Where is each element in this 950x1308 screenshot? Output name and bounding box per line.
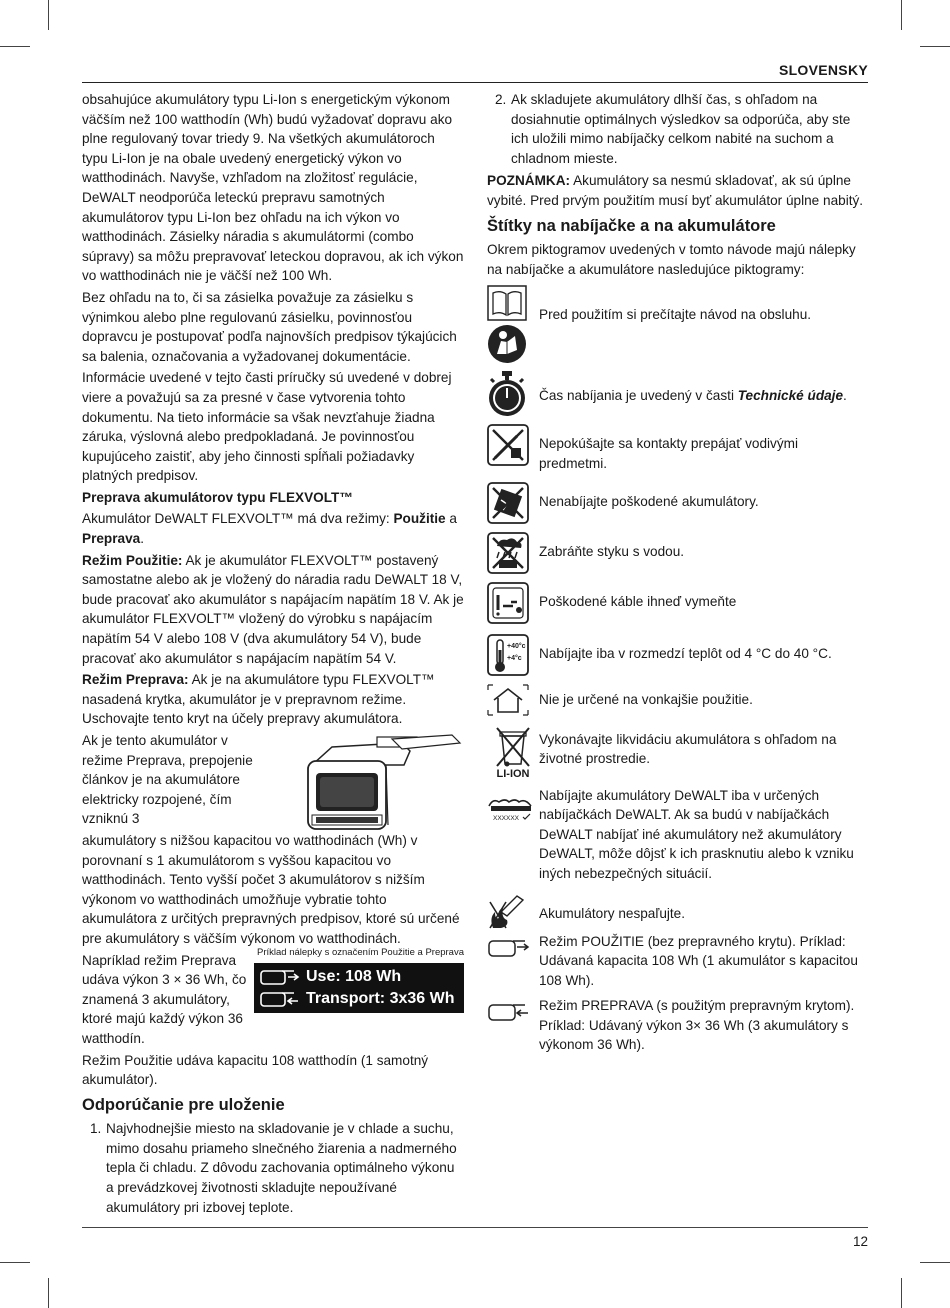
- picto-text: Vykonávajte likvidáciu akumulátora s ohľadom na životné prostredie.: [539, 731, 837, 767]
- charger-icon: [487, 796, 533, 822]
- stopwatch-icon: [487, 370, 527, 418]
- crop-mark: [0, 46, 30, 47]
- label-example: [254, 947, 464, 1013]
- picto-row: [487, 726, 869, 780]
- label-caption: Príklad nálepky s označením Použitie a Preprava: [257, 946, 464, 958]
- battery-section: [82, 731, 464, 829]
- picto-row: [487, 634, 869, 676]
- crop-mark: [920, 46, 950, 47]
- labels-heading: Štítky na nabíjačke a na akumulátore: [487, 216, 776, 235]
- no-fire-icon: [487, 892, 529, 930]
- use-mode-icon: [260, 968, 300, 986]
- storage-list-cont: [487, 90, 869, 168]
- picto-row: [487, 285, 869, 364]
- crop-mark: [48, 1278, 49, 1308]
- transport-mode-paragraph: Režim Preprava: Ak je na akumulátore typu FLEXVOLT™ nasadená krytka, akumulátor je v prepravnom režime. Uschovajte tento kryt na účely prepravy akumulátora.: [82, 672, 435, 727]
- picto-text: Režim PREPRAVA (s použitým prepravným krytom). Príklad: Udávaný výkon 3× 36 Wh (3 akumulátory s výkonom 36 Wh).: [539, 998, 855, 1053]
- recycle-bin-icon: [493, 726, 533, 768]
- transport-mode-icon: [487, 1000, 531, 1022]
- crop-mark: [0, 1262, 30, 1263]
- indoor-only-icon: [487, 684, 529, 716]
- paragraph: Bez ohľadu na to, či sa zásielka považuje za zásielku s výnimkou alebo plne regulovanú zásielku, povinnosťou dopravcu je postupovať podľa najnovších predpisov týkajúcich sa balenia, označovania a vyžadovanej dokumentácie.: [82, 289, 457, 364]
- battery-with-cap-image: [292, 725, 464, 835]
- label-use-text: Use: 108 Wh: [306, 967, 402, 985]
- list-item: 2. Ak skladujete akumulátory dlhší čas, s ohľadom na dosiahnutie optimálnych výsledkov sa odporúča, aby ste ich uložili mimo nabíjačky celkom nabité na suchom a chladnom mieste.: [495, 92, 851, 166]
- picto-row: [487, 892, 869, 930]
- use-mode-paragraph: Režim Použitie: Ak je akumulátor FLEXVOLT™ postavený samostatne alebo ak je vložený do náradia radu DeWALT 18 V, bude pracovať ako akumulátor s napájacím napätím 18 V. Ak je akumulátor FLEXVOLT™ vložený do výrobku s napájacím napätím 54 V alebo 108 V (dva akumulátory 54 V), bude pracovať ako akumulátor s napájacím napätím 54 V.: [82, 552, 464, 666]
- picto-text: Nabíjajte iba v rozmedzí teplôt od 4 °C do 40 °C.: [539, 645, 832, 661]
- use-mode-icon: [487, 936, 531, 958]
- svg-text:+4°c: +4°c: [507, 654, 522, 662]
- label-transport-row: [260, 988, 458, 1010]
- label-example-section: [82, 946, 464, 1049]
- paragraph: akumulátory s nižšou kapacitou vo watthodinách (Wh) v porovnaní s 1 akumulátorom s vyššou kapacitou vo watthodinách. Tento vyšší počet 3 akumulátorov s nižším výkonom vo watthodinách umožňuje vybratie tohto akumulátora z určitých prepravných predpisov, ktoré sú určené pre akumulátory s väčším výkonom vo watthodinách.: [82, 832, 460, 946]
- crop-mark: [901, 1278, 902, 1308]
- crop-mark: [901, 0, 902, 30]
- picto-row: [487, 786, 869, 884]
- paragraph: obsahujúce akumulátory typu Li‑Ion s energetickým výkonom väčším než 100 watthodín (Wh) budú vyžadovať dopravu ako plne regulovaný tovar triedy 9. Na všetkých akumulátoroch typu Li‑Ion je na obale uvedený energetický výkon vo watthodinách. Navyše, vzhľadom na zložitosť regulácie, DeWALT neodporúča leteckú prepravu samotných akumulátorov typu Li‑Ion bez ohľadu na ich výkon vo watthodinách. Zásielky náradia s akumulátormi (combo súpravy) sa môžu prepravovať leteckou dopravou, ak ich výkon vo watthodinách nie je väčší než 100 Wh.: [82, 92, 464, 284]
- picto-text: Režim POUŽITIE (bez prepravného krytu). Príklad: Udávaná kapacita 108 Wh (1 akumulátor s kapacitou 108 Wh).: [539, 933, 858, 988]
- picto-text: Zabráňte styku s vodou.: [539, 543, 685, 559]
- transport-mode-icon: [260, 990, 300, 1008]
- no-conductive-objects-icon: [487, 424, 529, 466]
- picto-row: [487, 582, 869, 624]
- damaged-cable-icon: [487, 582, 529, 624]
- page-footer: [82, 1227, 868, 1249]
- picto-row: [487, 684, 869, 716]
- note-paragraph: POZNÁMKA: Akumulátory sa nesmú skladovať, ak sú úplne vybité. Pred prvým použitím musí byť akumulátor úplne nabitý.: [487, 173, 864, 208]
- label-transport-text: Transport: 3x36 Wh: [306, 989, 455, 1007]
- picto-row: [487, 532, 869, 574]
- picto-row: [487, 424, 869, 473]
- paragraph: Režim Použitie udáva kapacitu 108 watthodín (1 samotný akumulátor).: [82, 1052, 429, 1088]
- page-header: [82, 62, 868, 83]
- picto-text: Nepokúšajte sa kontakty prepájať vodivými predmetmi.: [539, 436, 798, 471]
- modes-paragraph: Akumulátor DeWALT FLEXVOLT™ má dva režimy: Použitie a Preprava.: [82, 511, 457, 547]
- paragraph: Okrem piktogramov uvedených v tomto návode majú nálepky na nabíjačke a akumulátore nasledujúce piktogramy:: [487, 242, 856, 277]
- li-ion-label: LI-ION: [496, 767, 530, 780]
- picto-row: [487, 370, 869, 418]
- open-book-icon: [487, 285, 527, 321]
- svg-text:+40°c: +40°c: [507, 642, 526, 650]
- paragraph: Informácie uvedené v tejto časti príručky sú uvedené v dobrej viere a považujú sa za presné v čase vytvorenia tohto dokumentu. Na tieto informácie sa však nevzťahuje žiadna záruka, výslovná alebo predpokladaná. Je povinnosťou kupujúceho zaistiť, aby jeho činnosti spĺňali požiadavky platných predpisov.: [82, 370, 452, 484]
- paragraph: Ak je tento akumulátor v režime Preprava, prepojenie článkov je na akumulátore elektricky rozpojené, čím vzniknú 3: [82, 733, 253, 827]
- storage-list: [82, 1119, 464, 1217]
- picto-text: Pred použitím si prečítajte návod na obsluhu.: [539, 307, 812, 323]
- picto-row: [487, 932, 869, 991]
- crop-mark: [920, 1262, 950, 1263]
- picto-text: Poškodené káble ihneď vymeňte: [539, 593, 737, 609]
- list-item: 1. Najvhodnejšie miesto na skladovanie je v chlade a suchu, mimo dosahu priameho slnečného žiarenia a nadmerného tepla či chladu. Z dôvodu zachovania optimálneho výkonu a prevádzkovej životnosti skladujte nepoužívané akumulátory pri izbovej teplote.: [90, 1121, 457, 1215]
- thermometer-icon: [487, 634, 529, 676]
- paragraph: Napríklad režim Preprava udáva výkon 3 × 36 Wh, čo znamená 3 akumulátory, ktoré majú každý výkon 36 watthodín.: [82, 952, 247, 1046]
- read-manual-icon: [487, 324, 527, 364]
- picto-text: Nenabíjajte poškodené akumulátory.: [539, 493, 759, 509]
- storage-heading: Odporúčanie pre uloženie: [82, 1095, 285, 1114]
- picto-text: Čas nabíjania je uvedený v časti Technické údaje.: [539, 388, 847, 404]
- picto-text: Nie je určené na vonkajšie použitie.: [539, 691, 753, 707]
- page-number: 12: [852, 1234, 868, 1249]
- picto-text: Nabíjajte akumulátory DeWALT iba v určených nabíjačkách DeWALT. Ak sa budú v nabíjačkách DeWALT nabíjať iné akumulátory než akumulátory DeWALT, môže dôjsť k ich prasknutiu alebo k vzniku iných nebezpečných situácií.: [539, 787, 854, 881]
- svg-text:XXXXXX: XXXXXX: [493, 814, 520, 822]
- flexvolt-heading: Preprava akumulátorov typu FLEXVOLT™: [82, 489, 353, 505]
- label-use-row: [260, 966, 458, 988]
- language-label: SLOVENSKY: [778, 62, 868, 78]
- right-column: [487, 90, 869, 1055]
- battery-label: [254, 963, 464, 1013]
- picto-row: [487, 996, 869, 1055]
- crop-mark: [48, 0, 49, 30]
- left-column: [82, 90, 464, 1219]
- keep-dry-icon: [487, 532, 529, 574]
- picto-text: Akumulátory nespaľujte.: [539, 905, 686, 921]
- no-damaged-battery-icon: [487, 482, 529, 524]
- picto-row: [487, 482, 869, 524]
